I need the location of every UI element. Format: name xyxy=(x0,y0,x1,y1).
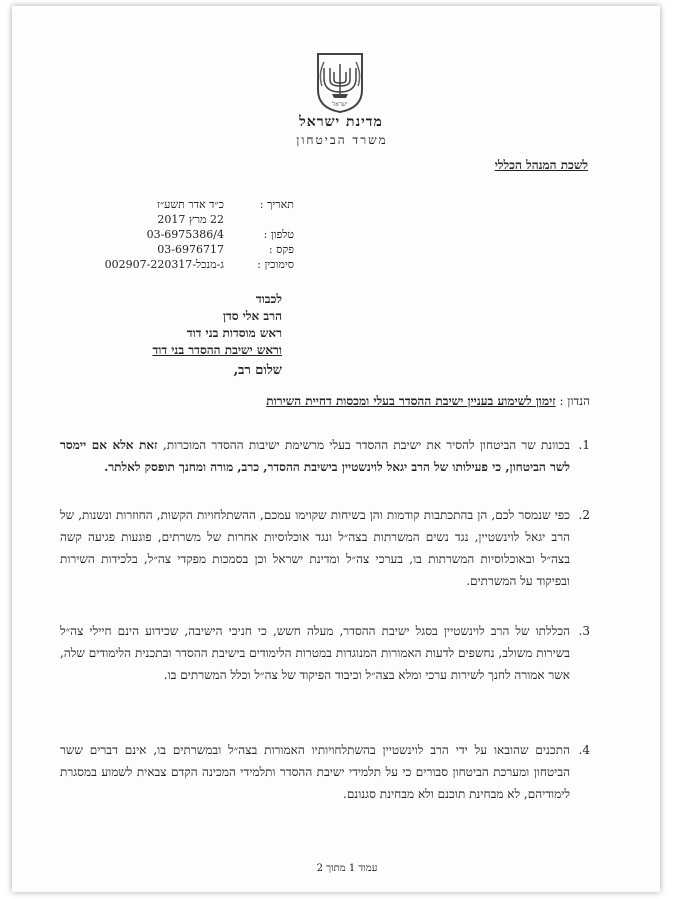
addressee-line-2: הרב אלי סדן xyxy=(222,309,282,323)
paragraph-text: בכוונת שר הביטחון להסיר את ישיבת ההסדר בעלי מרשימת ישיבות ההסדר המוכרות, זאת אלא אם יימסר לשר הביטחון, כי פעילותו של הרב יגאל לוינשטיין בישיבת ההסדר, כרב, מורה ומחנך תופסק לאלתר. xyxy=(60,438,570,474)
fax-row xyxy=(105,242,294,257)
paragraph-number: 2. xyxy=(578,508,590,522)
date-label: תאריך : xyxy=(259,198,294,211)
date-gregorian: 22 מרץ 2017 xyxy=(157,213,224,226)
ref-label: סימוכין : xyxy=(257,258,294,271)
greeting: שלום רב, xyxy=(233,363,282,378)
letter-meta xyxy=(105,197,294,272)
date-hebrew: כ״ד אדר תשע״ז xyxy=(156,198,224,211)
addressee-line-3: ראש מוסדות בני דוד xyxy=(186,326,282,340)
ministry-name: משרד הביטחון xyxy=(296,133,388,147)
paragraph-number: 4. xyxy=(578,743,590,757)
paragraph-bold-text: זאת אלא אם יימסר לשר הביטחון, כי פעילותו של הרב יגאל לוינשטיין בישיבת ההסדר, כרב, מורה ומחנך תופסק לאלתר. xyxy=(60,438,570,474)
paragraph-text: כפי שנמסר לכם, הן בהתכתבות קודמות והן בשיחות שקוימו עמכם, ההשתלחויות הקשות, החוזרות ונשנות, של הרב יגאל לוינשטיין, נגד נשים המשרתות בצה״ל ונגד אוכלוסיות אחרות של משרתים, פוגעות פגיעה קשה בצה״ל ובאוכלוסיות המשרתות בו, בערכי צה״ל ומדינת ישראל וכן בסמכות מפקדי צה״ל, בלכידות השירות ובפיקוד על המשרתים. xyxy=(60,508,570,588)
addressee-line-1: לכבוד xyxy=(255,292,282,306)
paragraph-3 xyxy=(60,620,590,686)
paragraph-text: התכנים שהובאו על ידי הרב לוינשטיין בהשתלחויותיו האמורות בצה״ל ובמשרתים בו, אינם דברים ששר הביטחון ומערכת הביטחון סבורים כי על תלמידי ישיבת ההסדר ותלמידי המכינה הקדם צבאית לשמוע במסגרת לימודיהם, לא מבחינת תוכנם ולא מבחינת סגנונם. xyxy=(60,743,570,801)
letter-page xyxy=(12,6,660,892)
subject-text: זימון לשימוע בעניין ישיבת ההסדר בעלי ומכסות דחיית השירות xyxy=(266,394,556,408)
paragraph-2 xyxy=(60,504,590,592)
addressee-line-4: וראש ישיבת ההסדר בני דוד xyxy=(152,343,282,357)
paragraph-number: 3. xyxy=(578,624,590,638)
date-gregorian-row xyxy=(105,212,294,227)
phone-label: טלפון : xyxy=(263,228,294,241)
ref-row xyxy=(105,257,294,272)
paragraph-1 xyxy=(60,434,590,478)
paragraph-number: 1. xyxy=(578,438,590,452)
fax-label: פקס : xyxy=(268,243,294,256)
emblem-text: ישראל xyxy=(332,101,348,108)
office-name: לשכת המנהל הכללי xyxy=(494,158,588,172)
paragraph-text: הכללתו של הרב לוינשטיין בסגל ישיבת ההסדר, מעלה חשש, כי חניכי הישיבה, שכידוע הינם חיילי צה״ל בשירות משולב, נחשפים לדעות האמורות המנוגדות במטרות הלימודים בישיבת ההסדר ובתכנית הלימודים שלה, אשר אמורה לחנך לשירות ערכי ומלא בצה״ל וכיבוד הפיקוד של צה״ל וכלל המשרתים בו. xyxy=(60,624,570,682)
subject-line xyxy=(266,394,590,409)
page-number: עמוד 1 מתוך 2 xyxy=(316,863,378,874)
paragraph-4 xyxy=(60,739,590,805)
addressee-block xyxy=(152,291,282,359)
subject-label: הנדון : xyxy=(559,394,590,408)
phone-number: 03-6975386/4 xyxy=(146,228,224,241)
ref-number: ג-מנכל-002907-220317 xyxy=(104,258,224,271)
state-name: מדינת ישראל xyxy=(299,114,383,130)
state-emblem-icon xyxy=(312,50,368,114)
fax-number: 03-6976717 xyxy=(157,243,224,256)
date-row xyxy=(105,197,294,212)
phone-row xyxy=(105,227,294,242)
